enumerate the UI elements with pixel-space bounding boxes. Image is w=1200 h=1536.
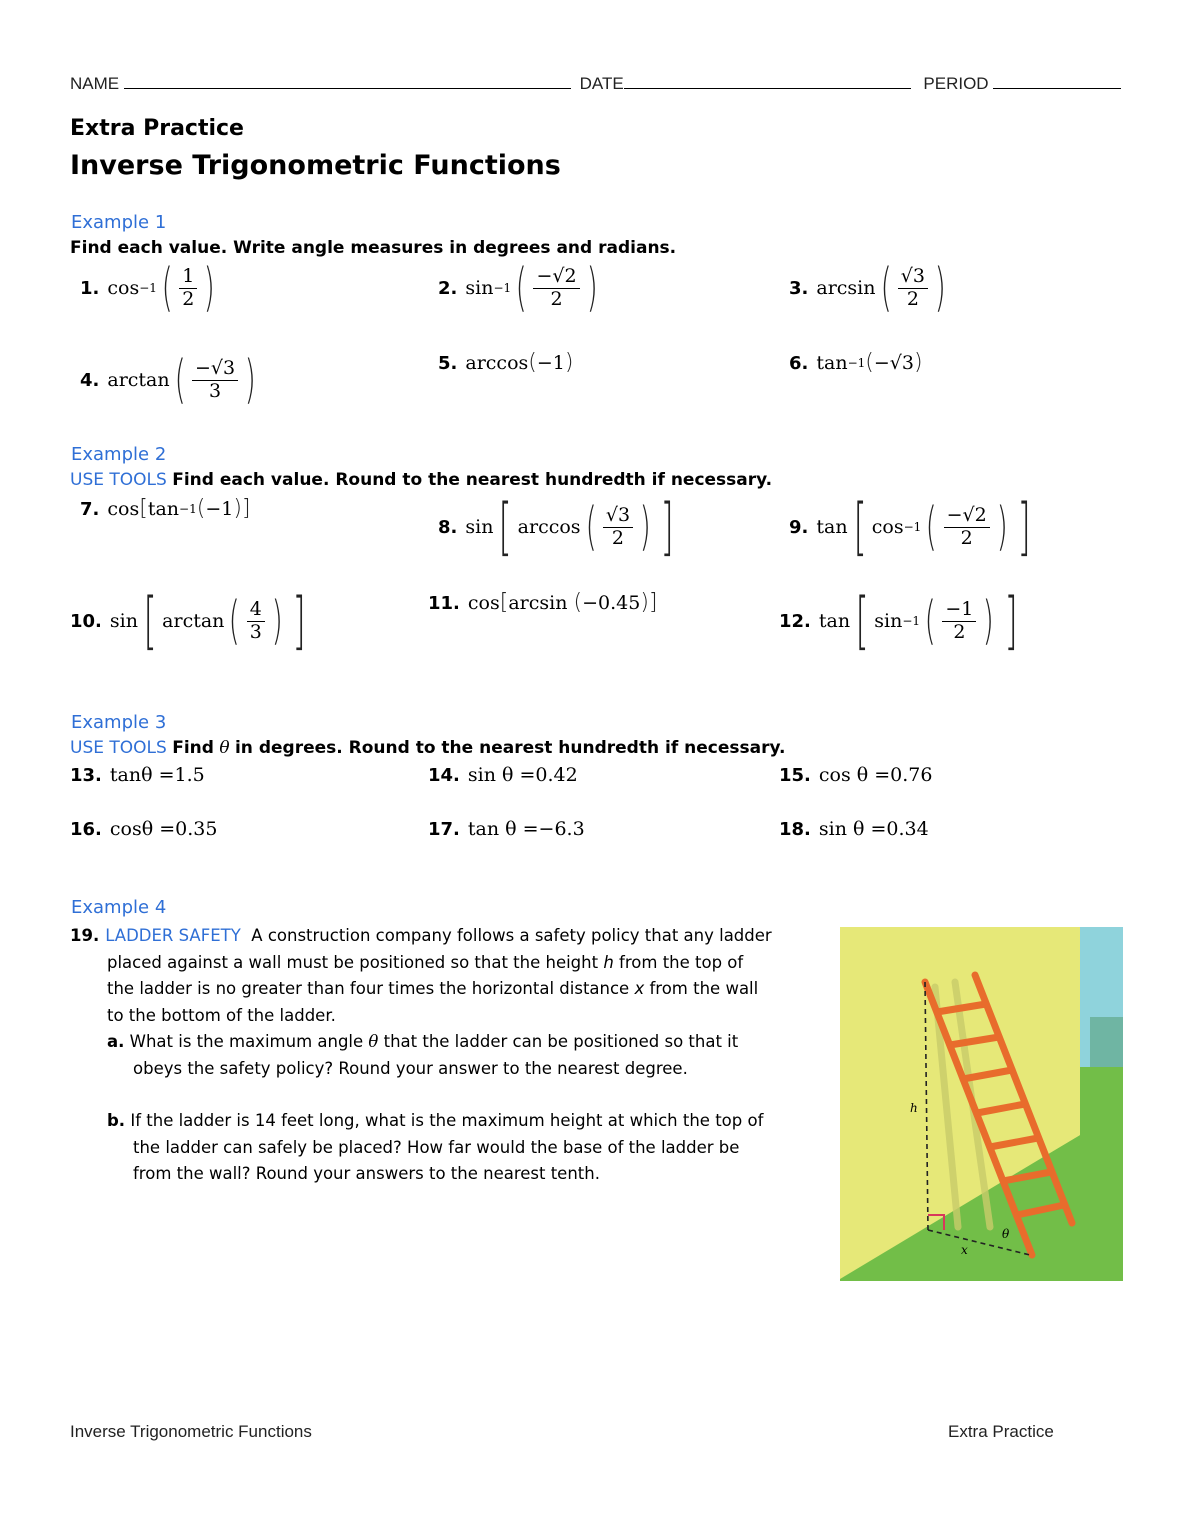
topic-label: LADDER SAFETY bbox=[105, 926, 241, 945]
problem-11: 11. cos [ arcsin ( −0.45 ) ] bbox=[428, 590, 658, 615]
period-label: PERIOD bbox=[923, 74, 989, 93]
page-title: Inverse Trigonometric Functions bbox=[70, 150, 561, 181]
problem-3: 3. arcsin ( $\frac{√3}{2}$ ) bbox=[789, 258, 946, 318]
example-1-label: Example 1 bbox=[71, 212, 167, 233]
footer-left: Inverse Trigonometric Functions bbox=[70, 1422, 312, 1441]
problem-5: 5. arccos ( −1 ) bbox=[438, 350, 574, 375]
part-b: b. If the ladder is 14 feet long, what is the maximum height at which the top of bbox=[107, 1111, 764, 1130]
problem-6: 6. tan −1 ( −√3 ) bbox=[789, 350, 923, 375]
problem-2: 2. sin −1 ( $\frac{-√2}{2}$ ) bbox=[438, 258, 598, 318]
part-b-line-2: the ladder can safely be placed? How far would the base of the ladder be bbox=[133, 1137, 740, 1157]
problem-19-line-3: the ladder is no greater than four times the horizontal distance x from the wall bbox=[107, 979, 759, 998]
problem-18: 18. sin θ =0.34 bbox=[779, 818, 929, 840]
problem-10: 10. sin [ arctan ( $\frac{4}{3}$ ) ] bbox=[70, 584, 306, 657]
ladder-figure bbox=[840, 927, 1123, 1281]
example-2-label: Example 2 bbox=[71, 444, 167, 465]
part-b-line-3: from the wall? Round your answers to the nearest tenth. bbox=[133, 1164, 600, 1183]
problem-19 bbox=[70, 923, 830, 1188]
problem-19-line-1: 19. LADDER SAFETY A construction company follows a safety policy that any ladder bbox=[70, 926, 772, 945]
problem-12: 12. tan [ sin −1 ( $\frac{-1}{2}$ ) ] bbox=[779, 584, 1018, 657]
problem-17: 17. tan θ =−6.3 bbox=[428, 818, 585, 840]
figure-h-label: h bbox=[910, 1101, 918, 1115]
figure-theta-label: θ bbox=[1002, 1227, 1010, 1241]
example-4-label: Example 4 bbox=[71, 897, 167, 918]
figure-x-label: x bbox=[961, 1243, 968, 1257]
footer-right: Extra Practice bbox=[948, 1422, 1054, 1441]
example-1-instruction: Find each value. Write angle measures in degrees and radians. bbox=[70, 238, 677, 258]
example-3-label: Example 3 bbox=[71, 712, 167, 733]
problem-7: 7. cos [ tan −1 ( −1 ) ] bbox=[80, 496, 251, 521]
problem-14: 14. sin θ =0.42 bbox=[428, 764, 578, 786]
header bbox=[70, 70, 1130, 94]
problem-4: 4. arctan ( $\frac{-√3}{3}$ ) bbox=[80, 350, 256, 410]
period-field[interactable] bbox=[993, 70, 1121, 89]
example-3-instruction: USE TOOLS Find θ in degrees. Round to the nearest hundredth if necessary. bbox=[70, 738, 786, 758]
problem-1: 1. cos −1 ( $\frac{1}{2}$ ) bbox=[80, 258, 216, 318]
problem-19-line-2: placed against a wall must be positioned so that the height h from the top of bbox=[107, 952, 744, 972]
problem-16: 16. cosθ =0.35 bbox=[70, 818, 218, 840]
ladder-illustration bbox=[840, 927, 1123, 1281]
problem-13: 13. tanθ =1.5 bbox=[70, 764, 205, 786]
part-a-line-2: obeys the safety policy? Round your answer to the nearest degree. bbox=[133, 1058, 688, 1078]
name-label: NAME bbox=[70, 74, 120, 93]
use-tools-label: USE TOOLS bbox=[70, 470, 167, 490]
part-a: a. What is the maximum angle θ that the ladder can be positioned so that it bbox=[107, 1032, 739, 1051]
date-label: DATE bbox=[579, 74, 624, 93]
problem-8: 8. sin [ arccos ( $\frac{√3}{2}$ ) ] bbox=[438, 490, 675, 563]
use-tools-label: USE TOOLS bbox=[70, 738, 167, 758]
problem-9: 9. tan [ cos −1 ( $\frac{-√2}{2}$ ) ] bbox=[789, 490, 1031, 563]
example-2-instruction: USE TOOLS Find each value. Round to the nearest hundredth if necessary. bbox=[70, 470, 773, 490]
subtitle: Extra Practice bbox=[70, 116, 244, 141]
problem-19-line-4: to the bottom of the ladder. bbox=[107, 1005, 336, 1025]
problem-15: 15. cos θ =0.76 bbox=[779, 764, 933, 786]
date-field[interactable] bbox=[624, 70, 911, 89]
name-field[interactable] bbox=[124, 70, 571, 89]
